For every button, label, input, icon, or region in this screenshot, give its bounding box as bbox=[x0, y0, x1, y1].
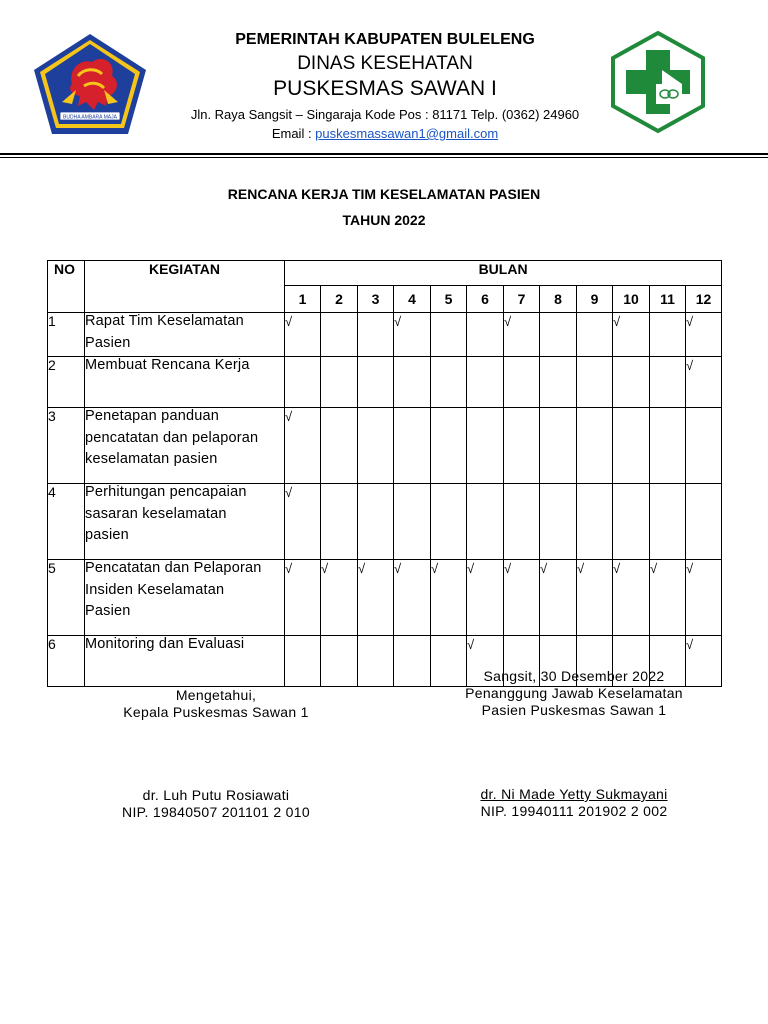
month-cell-7 bbox=[504, 357, 540, 408]
checkmark: √ bbox=[431, 561, 439, 576]
checkmark bbox=[394, 408, 430, 409]
checkmark bbox=[321, 636, 357, 637]
month-cell-1 bbox=[285, 560, 321, 636]
month-cell-3 bbox=[358, 313, 394, 357]
header-unit: PUSKESMAS SAWAN I bbox=[273, 77, 497, 100]
activity-line: Pencatatan dan Pelaporan bbox=[85, 560, 262, 576]
email-label: Email : bbox=[271, 126, 316, 141]
month-cell-7 bbox=[504, 484, 540, 560]
checkmark bbox=[540, 484, 576, 485]
checkmark bbox=[467, 408, 503, 409]
checkmark bbox=[358, 636, 393, 637]
checkmark: √ bbox=[285, 561, 293, 576]
month-header-4: 4 bbox=[394, 286, 431, 313]
month-cell-12 bbox=[686, 484, 722, 560]
right-position-line2: Pasien Puskesmas Sawan 1 bbox=[481, 702, 667, 718]
month-cell-3 bbox=[358, 408, 394, 484]
checkmark bbox=[540, 408, 576, 409]
checkmark bbox=[285, 357, 320, 358]
month-header-6: 6 bbox=[467, 286, 504, 313]
month-cell-12 bbox=[686, 357, 722, 408]
month-cell-10 bbox=[613, 313, 650, 357]
checkmark bbox=[285, 636, 320, 637]
right-position-line1: Penanggung Jawab Keselamatan bbox=[465, 685, 683, 701]
checkmark: √ bbox=[686, 314, 694, 329]
checkmark bbox=[358, 408, 393, 409]
checkmark: √ bbox=[285, 485, 293, 500]
activity-line: pencatatan dan pelaporan bbox=[85, 429, 259, 446]
checkmark: √ bbox=[613, 561, 621, 576]
checkmark bbox=[394, 636, 430, 637]
month-cell-2 bbox=[321, 636, 358, 687]
month-cell-8 bbox=[540, 357, 577, 408]
row-number: 3 bbox=[48, 408, 85, 484]
signature-right-name-block bbox=[446, 786, 702, 820]
checkmark bbox=[431, 408, 466, 409]
checkmark bbox=[540, 313, 576, 314]
checkmark bbox=[394, 357, 430, 358]
month-cell-1 bbox=[285, 636, 321, 687]
checkmark bbox=[504, 636, 539, 637]
month-cell-1 bbox=[285, 484, 321, 560]
month-cell-9 bbox=[577, 313, 613, 357]
row-number: 6 bbox=[48, 636, 85, 687]
signature-left-name-block bbox=[96, 787, 336, 821]
month-cell-8 bbox=[540, 313, 577, 357]
table-row bbox=[48, 313, 722, 357]
month-cell-2 bbox=[321, 408, 358, 484]
checkmark bbox=[504, 484, 539, 485]
checkmark bbox=[358, 484, 393, 485]
activity-cell bbox=[85, 313, 285, 357]
month-cell-2 bbox=[321, 313, 358, 357]
month-cell-2 bbox=[321, 484, 358, 560]
checkmark: √ bbox=[540, 561, 548, 576]
month-cell-6 bbox=[467, 484, 504, 560]
month-cell-12 bbox=[686, 560, 722, 636]
month-cell-7 bbox=[504, 560, 540, 636]
activity-line: Insiden Keselamatan bbox=[85, 581, 225, 598]
checkmark bbox=[431, 357, 466, 358]
table-row bbox=[48, 484, 722, 560]
signature-left-title bbox=[96, 687, 336, 721]
month-cell-4 bbox=[394, 484, 431, 560]
month-cell-10 bbox=[613, 357, 650, 408]
month-header-10: 10 bbox=[613, 286, 650, 313]
month-cell-12 bbox=[686, 313, 722, 357]
acknowledged-label: Mengetahui, bbox=[175, 687, 257, 703]
month-cell-1 bbox=[285, 408, 321, 484]
header-government: PEMERINTAH KABUPATEN BULELENG bbox=[235, 31, 535, 48]
table-row bbox=[48, 408, 722, 484]
month-cell-11 bbox=[650, 313, 686, 357]
table-row bbox=[48, 357, 722, 408]
checkmark bbox=[467, 313, 503, 314]
checkmark bbox=[504, 357, 539, 358]
checkmark bbox=[431, 313, 466, 314]
checkmark bbox=[540, 357, 576, 358]
checkmark bbox=[650, 357, 685, 358]
checkmark: √ bbox=[577, 561, 585, 576]
month-header-12: 12 bbox=[686, 286, 722, 313]
activity-cell bbox=[85, 636, 285, 687]
checkmark: √ bbox=[467, 561, 475, 576]
checkmark bbox=[613, 357, 649, 358]
place-date: Sangsit, 30 Desember 2022 bbox=[483, 668, 665, 684]
month-cell-5 bbox=[431, 357, 467, 408]
month-cell-7 bbox=[504, 408, 540, 484]
month-cell-12 bbox=[686, 408, 722, 484]
activity-cell bbox=[85, 484, 285, 560]
month-cell-10 bbox=[613, 560, 650, 636]
header-month: BULAN bbox=[285, 261, 722, 286]
header-email-line bbox=[160, 126, 610, 141]
checkmark bbox=[540, 636, 576, 637]
month-cell-9 bbox=[577, 357, 613, 408]
buleleng-emblem-logo bbox=[32, 32, 148, 136]
checkmark bbox=[321, 484, 357, 485]
month-cell-10 bbox=[613, 408, 650, 484]
checkmark bbox=[650, 408, 685, 409]
left-position: Kepala Puskesmas Sawan 1 bbox=[123, 704, 309, 720]
header-department: DINAS KESEHATAN bbox=[297, 53, 473, 74]
month-cell-5 bbox=[431, 408, 467, 484]
month-cell-4 bbox=[394, 313, 431, 357]
checkmark bbox=[358, 313, 393, 314]
checkmark bbox=[394, 484, 430, 485]
checkmark bbox=[431, 636, 466, 637]
month-cell-5 bbox=[431, 560, 467, 636]
month-cell-8 bbox=[540, 484, 577, 560]
email-link[interactable]: puskesmassawan1@gmail.com bbox=[315, 126, 499, 141]
checkmark: √ bbox=[394, 314, 402, 329]
checkmark bbox=[650, 313, 685, 314]
left-signatory-nip: NIP. 19840507 201101 2 010 bbox=[122, 804, 310, 820]
checkmark bbox=[577, 357, 612, 358]
month-cell-11 bbox=[650, 484, 686, 560]
checkmark bbox=[613, 636, 649, 637]
checkmark: √ bbox=[467, 637, 475, 652]
month-cell-8 bbox=[540, 560, 577, 636]
month-cell-11 bbox=[650, 560, 686, 636]
row-number: 2 bbox=[48, 357, 85, 408]
month-cell-3 bbox=[358, 560, 394, 636]
month-cell-1 bbox=[285, 357, 321, 408]
checkmark: √ bbox=[285, 314, 293, 329]
checkmark: √ bbox=[650, 561, 658, 576]
checkmark bbox=[650, 484, 685, 485]
month-cell-9 bbox=[577, 408, 613, 484]
checkmark: √ bbox=[504, 314, 512, 329]
checkmark bbox=[321, 357, 357, 358]
activity-line: Monitoring dan Evaluasi bbox=[85, 636, 245, 652]
month-cell-7 bbox=[504, 313, 540, 357]
month-cell-6 bbox=[467, 313, 504, 357]
month-header-1: 1 bbox=[285, 286, 321, 313]
month-header-2: 2 bbox=[321, 286, 358, 313]
activity-line: Penetapan panduan bbox=[85, 408, 220, 424]
checkmark: √ bbox=[321, 561, 329, 576]
activity-line: keselamatan pasien bbox=[85, 451, 218, 467]
month-cell-4 bbox=[394, 560, 431, 636]
month-cell-3 bbox=[358, 484, 394, 560]
checkmark: √ bbox=[686, 637, 694, 652]
activity-cell bbox=[85, 408, 285, 484]
month-cell-3 bbox=[358, 636, 394, 687]
activity-line: Membuat Rencana Kerja bbox=[85, 357, 250, 373]
checkmark: √ bbox=[504, 561, 512, 576]
checkmark bbox=[577, 636, 612, 637]
checkmark: √ bbox=[394, 561, 402, 576]
checkmark: √ bbox=[285, 409, 293, 424]
checkmark bbox=[577, 484, 612, 485]
checkmark bbox=[650, 636, 685, 637]
table-row bbox=[48, 560, 722, 636]
header-rule-thick bbox=[0, 153, 768, 155]
header-rule-thin bbox=[0, 157, 768, 158]
month-header-9: 9 bbox=[577, 286, 613, 313]
month-cell-1 bbox=[285, 313, 321, 357]
work-plan-table bbox=[47, 260, 722, 687]
activity-line: pasien bbox=[85, 527, 129, 543]
row-number: 5 bbox=[48, 560, 85, 636]
right-signatory-name: dr. Ni Made Yetty Sukmayani bbox=[480, 786, 668, 802]
puskesmas-cross-logo bbox=[606, 30, 710, 134]
checkmark bbox=[577, 408, 612, 409]
header-activity: KEGIATAN bbox=[85, 261, 285, 313]
row-number: 1 bbox=[48, 313, 85, 357]
checkmark: √ bbox=[686, 561, 694, 576]
month-cell-5 bbox=[431, 313, 467, 357]
checkmark bbox=[467, 484, 503, 485]
month-cell-4 bbox=[394, 636, 431, 687]
checkmark bbox=[467, 357, 503, 358]
signature-right-title bbox=[446, 668, 702, 719]
checkmark bbox=[686, 484, 721, 485]
activity-line: Pasien bbox=[85, 334, 131, 351]
header-address: Jln. Raya Sangsit – Singaraja Kode Pos : 81171 Telp. (0362) 24960 bbox=[190, 107, 580, 122]
document-year: TAHUN 2022 bbox=[342, 212, 426, 228]
month-header-8: 8 bbox=[540, 286, 577, 313]
checkmark bbox=[504, 408, 539, 409]
month-cell-5 bbox=[431, 484, 467, 560]
month-cell-6 bbox=[467, 408, 504, 484]
checkmark bbox=[358, 357, 393, 358]
document-title: RENCANA KERJA TIM KESELAMATAN PASIEN bbox=[227, 186, 541, 202]
month-cell-8 bbox=[540, 408, 577, 484]
checkmark bbox=[577, 313, 612, 314]
checkmark: √ bbox=[358, 561, 366, 576]
checkmark bbox=[321, 313, 357, 314]
right-signatory-nip: NIP. 19940111 201902 2 002 bbox=[480, 803, 668, 819]
month-cell-10 bbox=[613, 484, 650, 560]
checkmark bbox=[431, 484, 466, 485]
checkmark bbox=[613, 408, 649, 409]
month-cell-6 bbox=[467, 357, 504, 408]
emblem-motto: BUDHA AMBARA MAJA bbox=[63, 114, 117, 121]
header-no: NO bbox=[48, 261, 85, 313]
month-header-3: 3 bbox=[358, 286, 394, 313]
month-cell-11 bbox=[650, 357, 686, 408]
month-cell-4 bbox=[394, 408, 431, 484]
checkmark bbox=[686, 408, 721, 409]
activity-line: Perhitungan pencapaian bbox=[85, 484, 247, 500]
month-cell-2 bbox=[321, 560, 358, 636]
month-cell-11 bbox=[650, 408, 686, 484]
checkmark bbox=[321, 408, 357, 409]
checkmark: √ bbox=[686, 358, 694, 373]
activity-line: Pasien bbox=[85, 603, 131, 619]
month-cell-4 bbox=[394, 357, 431, 408]
month-cell-6 bbox=[467, 560, 504, 636]
checkmark bbox=[613, 484, 649, 485]
month-cell-9 bbox=[577, 560, 613, 636]
month-cell-2 bbox=[321, 357, 358, 408]
month-cell-3 bbox=[358, 357, 394, 408]
left-signatory-name: dr. Luh Putu Rosiawati bbox=[142, 787, 290, 803]
checkmark: √ bbox=[613, 314, 621, 329]
activity-line: sasaran keselamatan bbox=[85, 505, 227, 522]
month-header-5: 5 bbox=[431, 286, 467, 313]
row-number: 4 bbox=[48, 484, 85, 560]
activity-line: Rapat Tim Keselamatan bbox=[85, 313, 244, 329]
activity-cell bbox=[85, 560, 285, 636]
month-cell-9 bbox=[577, 484, 613, 560]
month-header-11: 11 bbox=[650, 286, 686, 313]
month-header-7: 7 bbox=[504, 286, 540, 313]
activity-cell bbox=[85, 357, 285, 408]
